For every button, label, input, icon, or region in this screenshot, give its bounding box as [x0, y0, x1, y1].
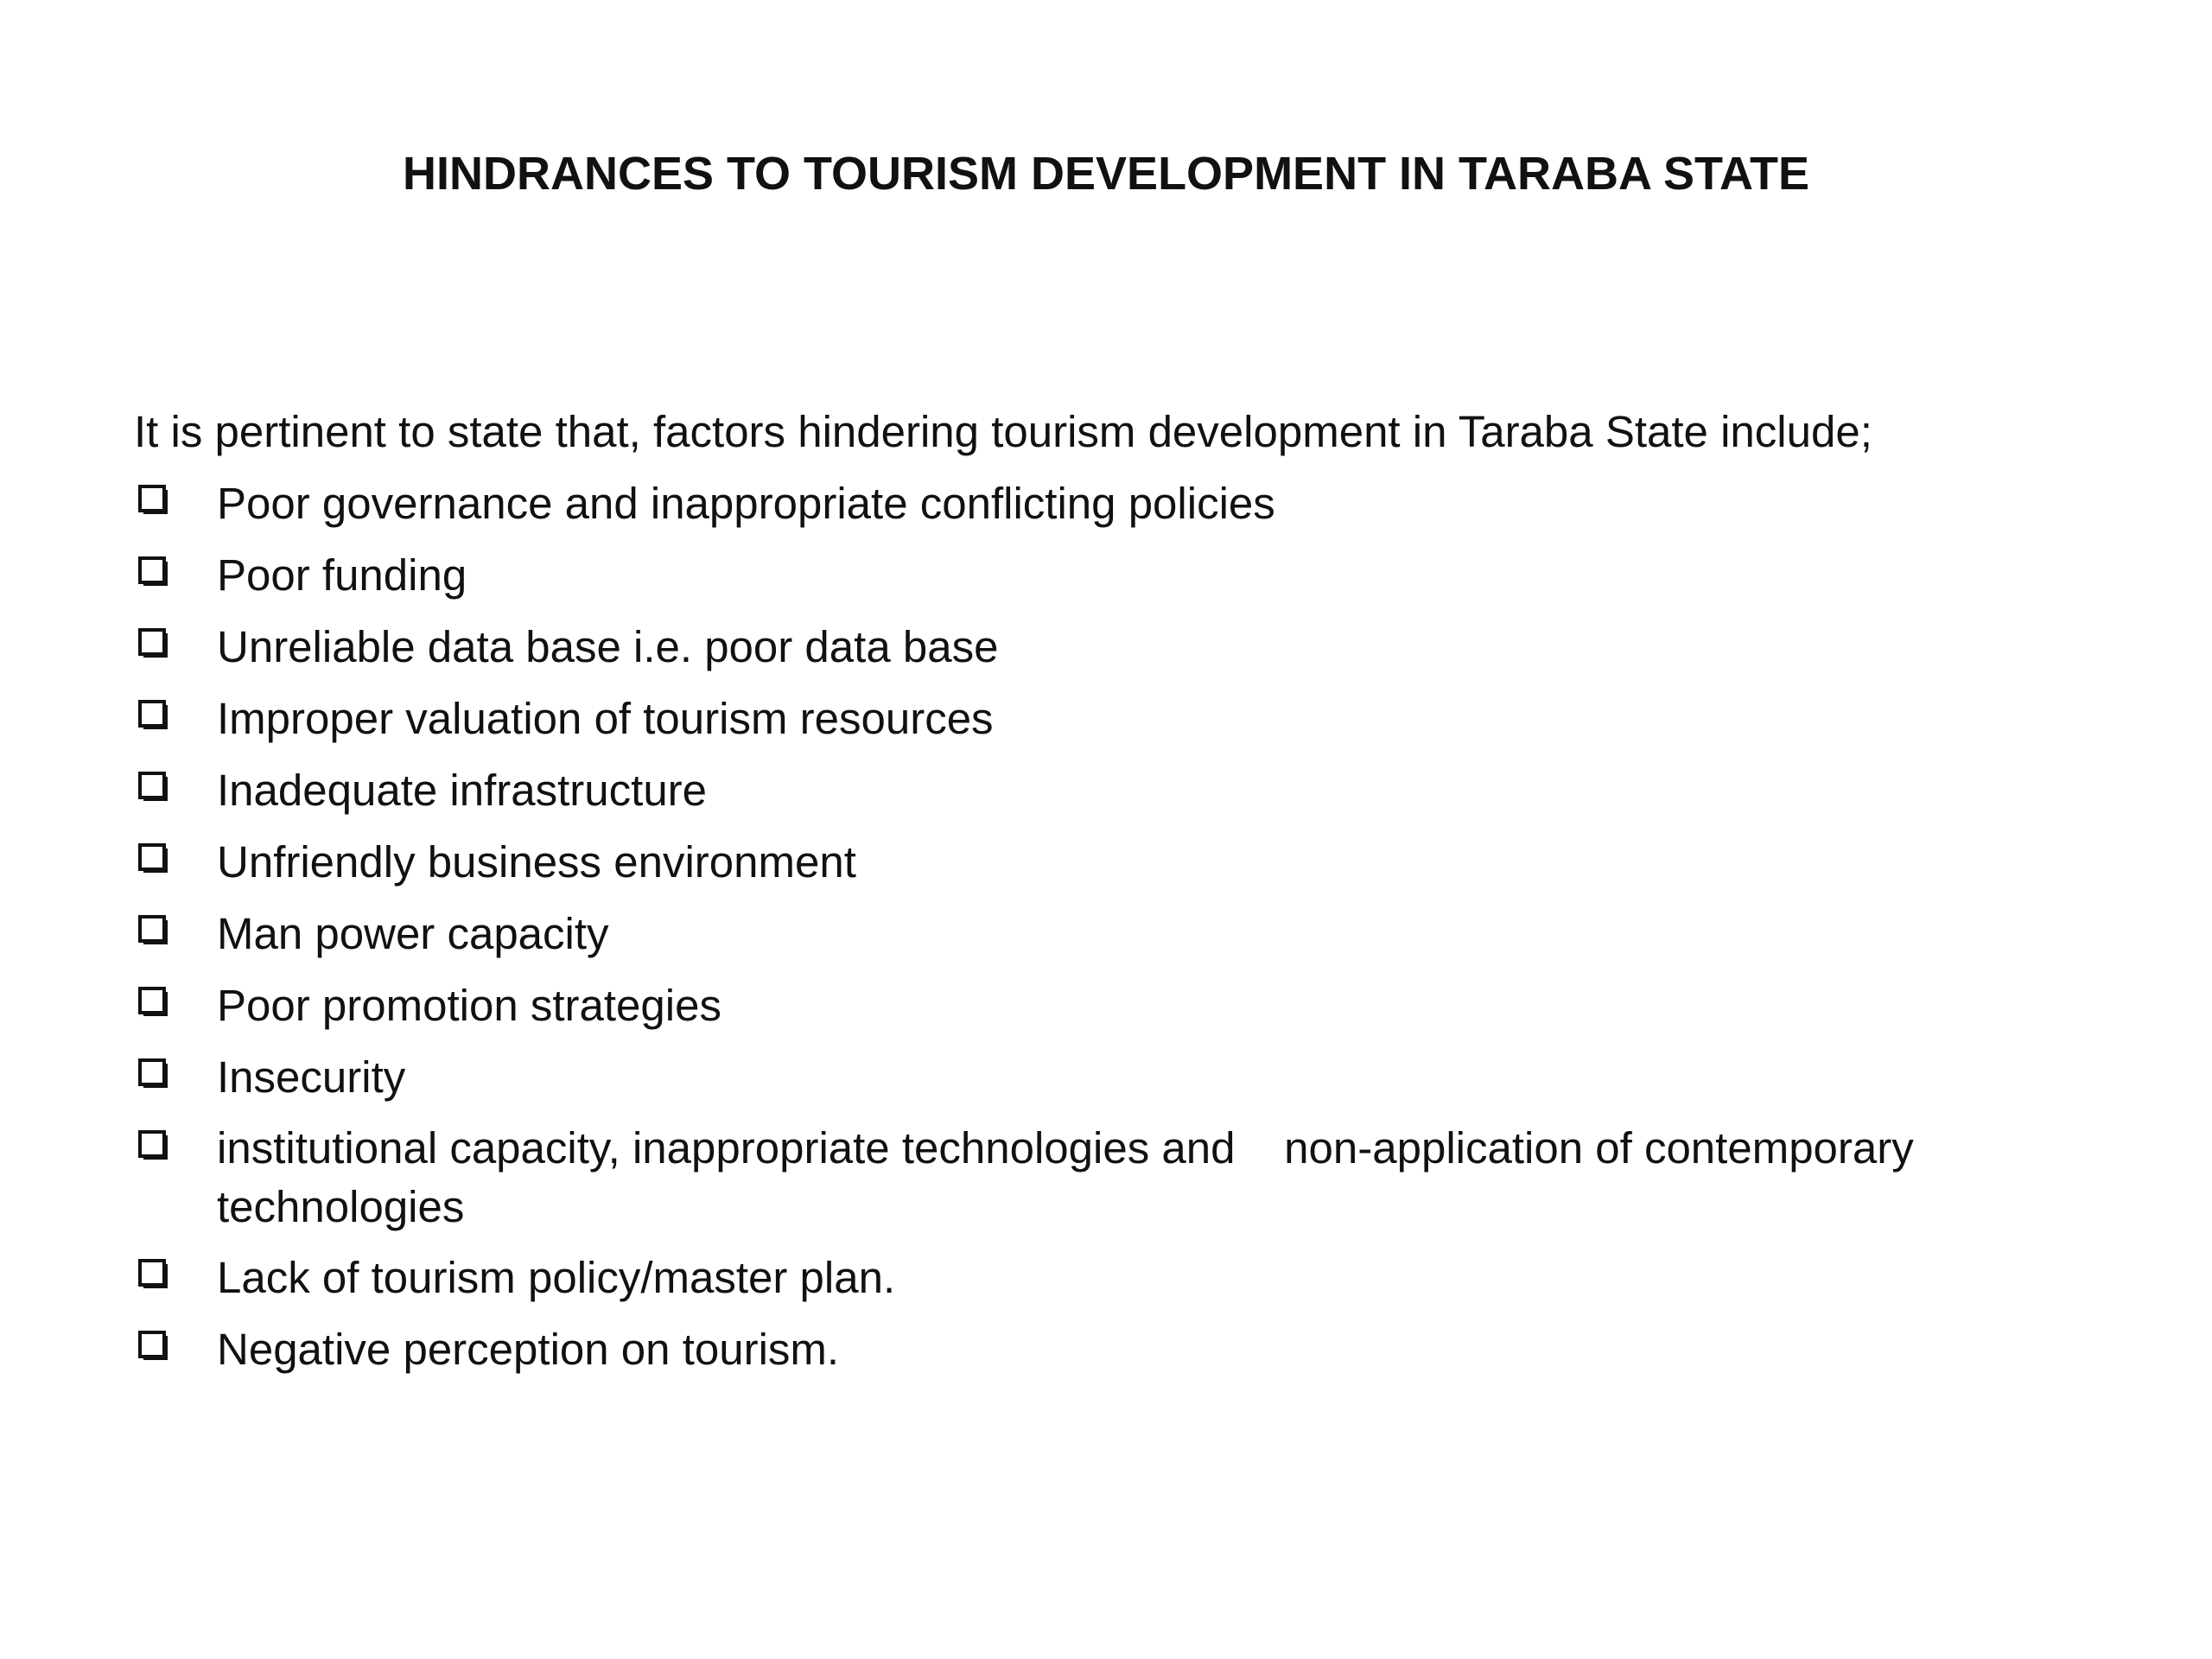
- checkbox-square-icon: [138, 915, 169, 946]
- checkbox-square-icon: [138, 628, 169, 659]
- list-item-text: Poor promotion strategies: [217, 981, 721, 1030]
- list-item: [134, 689, 2104, 749]
- list-item: [134, 760, 2104, 821]
- list-item-text: Insecurity: [217, 1052, 406, 1102]
- list-item-text: Negative perception on tourism.: [217, 1325, 840, 1374]
- list-item-text: Poor governance and inappropriate conflicting policies: [217, 479, 1275, 528]
- checkbox-square-icon: [138, 1130, 169, 1161]
- checkbox-square-icon: [138, 772, 169, 803]
- checkbox-square-icon: [138, 1331, 169, 1362]
- checkbox-square-icon: [138, 843, 169, 874]
- list-item-text: Unfriendly business environment: [217, 837, 856, 887]
- list-item-text: institutional capacity, inappropriate technologies and non-application of contemporary technologies: [217, 1123, 1926, 1231]
- list-item: [134, 1119, 2104, 1236]
- list-item: [134, 1248, 2104, 1308]
- intro-text: It is pertinent to state that, factors hindering tourism development in Taraba State include;: [134, 407, 1872, 456]
- list-item-text: Improper valuation of tourism resources: [217, 694, 994, 743]
- list-item-text: Unreliable data base i.e. poor data base: [217, 622, 999, 671]
- list-item-text: Inadequate infrastructure: [217, 766, 708, 815]
- checkbox-square-icon: [138, 485, 169, 516]
- slide-title: HINDRANCES TO TOURISM DEVELOPMENT IN TARABA STATE: [402, 148, 1810, 200]
- list-item-text: Lack of tourism policy/master plan.: [217, 1253, 896, 1302]
- list-item: [134, 832, 2104, 893]
- list-item: [134, 1319, 2104, 1380]
- list-item: [134, 904, 2104, 964]
- slide-content: [134, 402, 2104, 1391]
- list-item: [134, 617, 2104, 677]
- hindrances-list: [134, 474, 2104, 1380]
- list-item: [134, 1047, 2104, 1108]
- checkbox-square-icon: [138, 556, 169, 588]
- checkbox-square-icon: [138, 700, 169, 731]
- checkbox-square-icon: [138, 1058, 169, 1090]
- list-item-text: Man power capacity: [217, 909, 609, 958]
- checkbox-square-icon: [138, 987, 169, 1018]
- list-item: [134, 545, 2104, 606]
- list-item: [134, 976, 2104, 1036]
- checkbox-square-icon: [138, 1259, 169, 1290]
- list-item-text: Poor funding: [217, 550, 467, 600]
- list-item: [134, 474, 2104, 534]
